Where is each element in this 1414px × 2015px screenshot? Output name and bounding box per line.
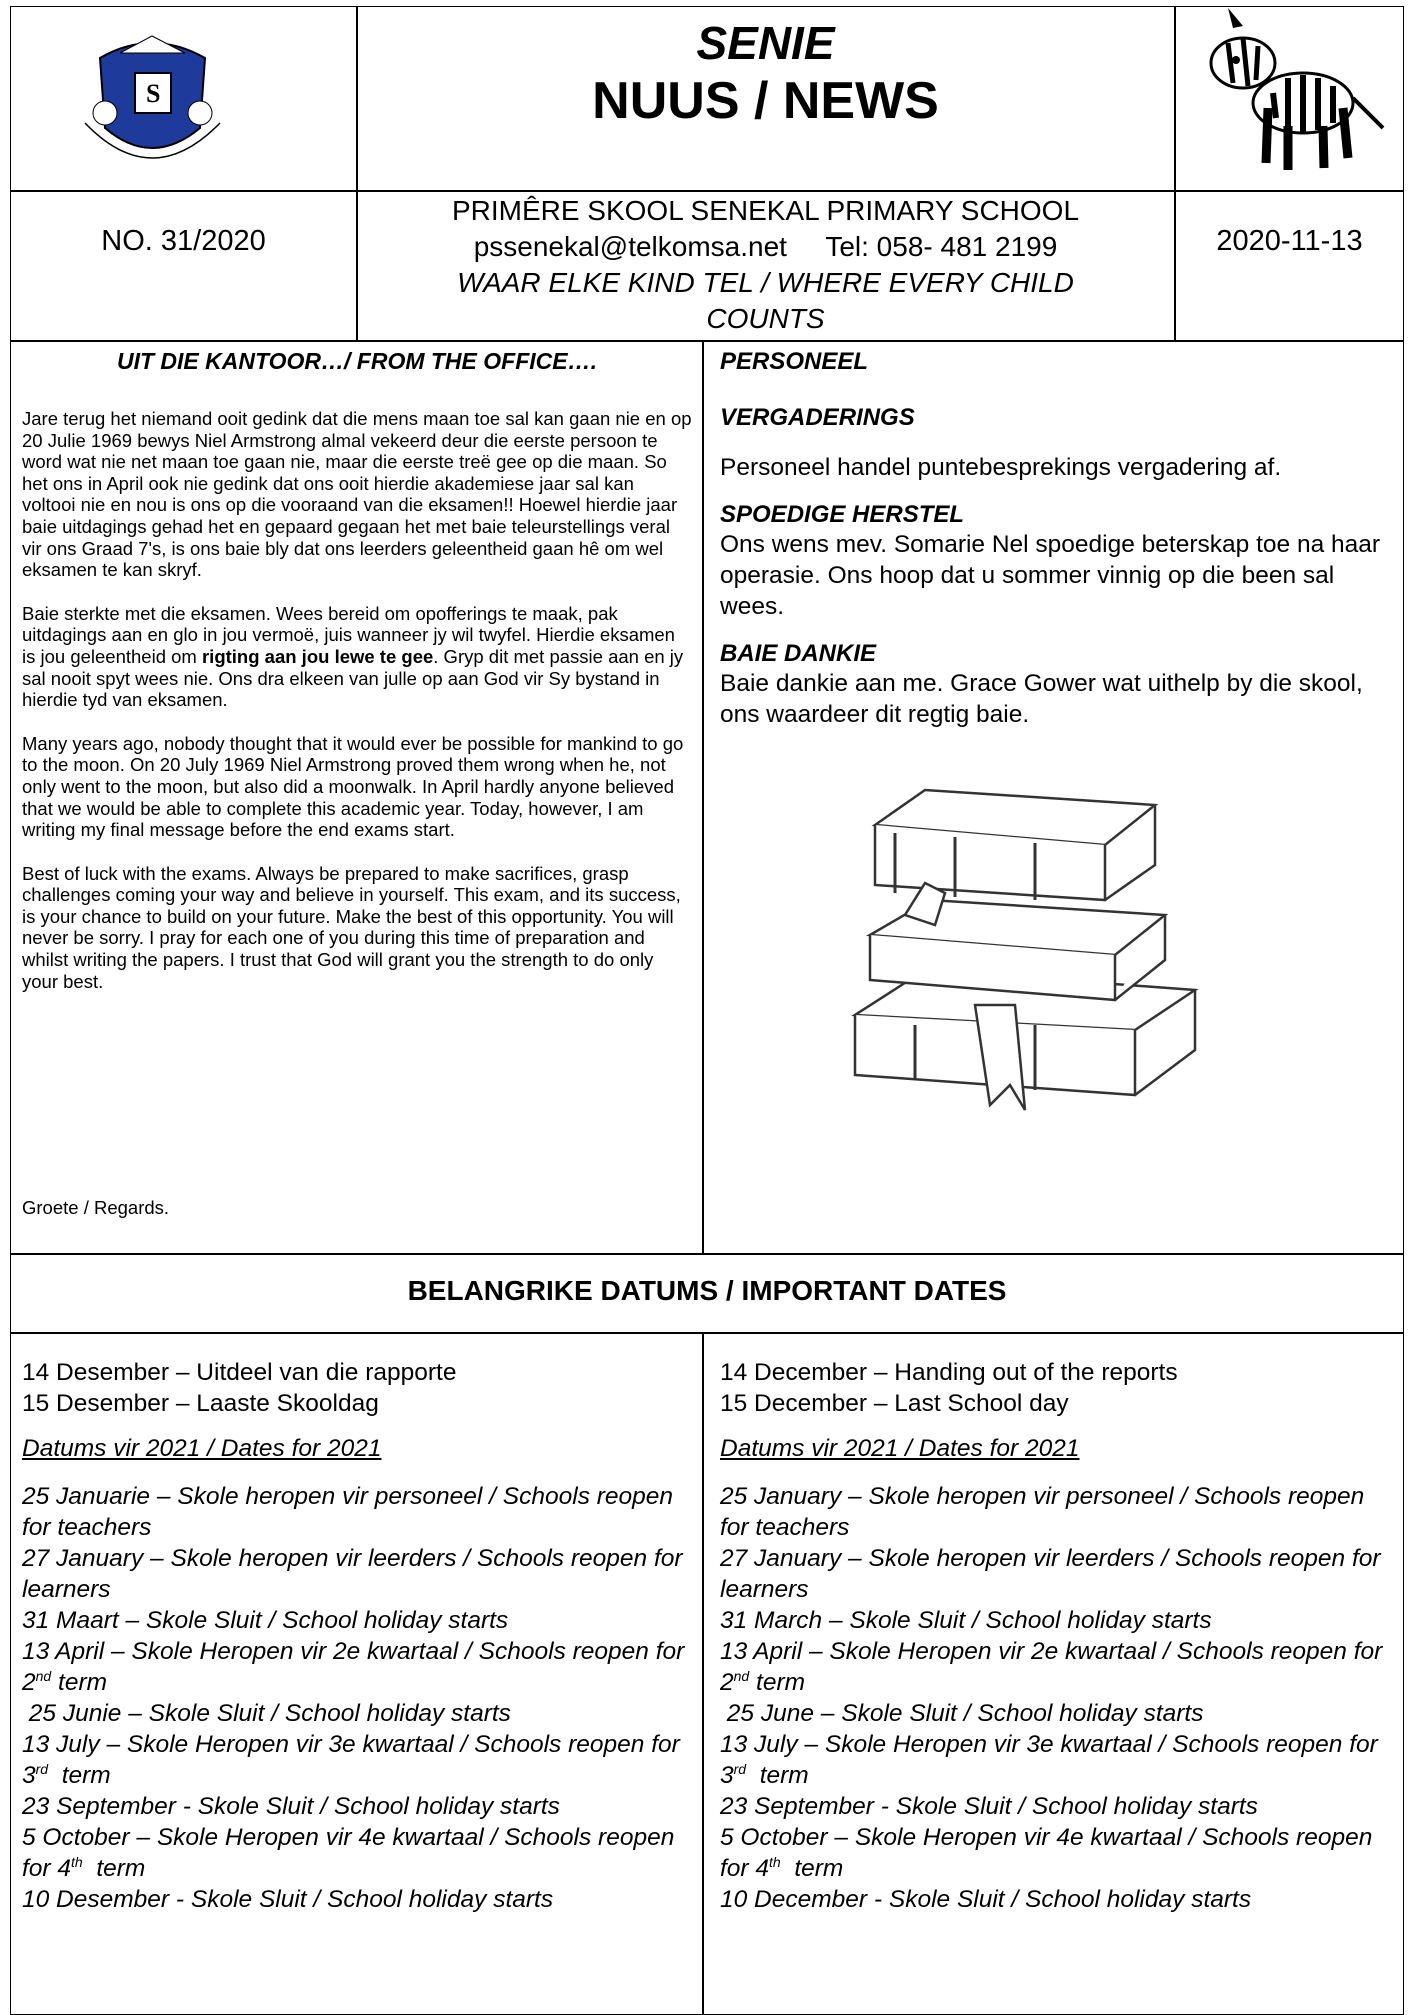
dates-subheading: Datums vir 2021 / Dates for 2021 xyxy=(22,1435,382,1462)
date-item: 23 September - Skole Sluit / School holiday starts xyxy=(22,1793,560,1820)
recovery-heading: SPOEDIGE HERSTEL xyxy=(720,501,965,528)
thanks-text: Baie dankie aan me. Grace Gower wat uithelp by die skool, ons waardeer dit regtig baie. xyxy=(720,670,1363,728)
divider xyxy=(1174,6,1176,341)
date-item: 27 January – Skole heropen vir leerders / Schools reopen for learners xyxy=(22,1545,683,1603)
meetings-text: Personeel handel puntebesprekings vergadering af. xyxy=(720,454,1282,481)
office-signoff: Groete / Regards. xyxy=(22,1197,170,1218)
date-item: 13 April – Skole Heropen vir 2e kwartaal / Schools reopen for 2nd term xyxy=(22,1638,685,1696)
dates-left-column xyxy=(22,1357,692,1915)
date-item: 25 Junie – Skole Sluit / School holiday starts xyxy=(22,1700,511,1727)
staff-heading: PERSONEEL xyxy=(720,348,869,375)
date-item: 25 January – Skole heropen vir personeel / Schools reopen for teachers xyxy=(720,1483,1365,1541)
office-paragraph-3: Many years ago, nobody thought that it would ever be possible for mankind to go to the moon. On 20 July 1969 Niel Armstrong proved them wrong when he, not only went to the moon, but also did a moonwalk. In April hardly anyone believed that we would be able to complete this academic year. Today, however, I am writing my final message before the end exams start. xyxy=(22,732,684,841)
report-date: 14 December – Handing out of the reports xyxy=(720,1359,1178,1386)
date-item: 27 January – Skole heropen vir leerders / Schools reopen for learners xyxy=(720,1545,1381,1603)
important-dates-title: BELANGRIKE DATUMS / IMPORTANT DATES xyxy=(407,1275,1007,1306)
divider xyxy=(10,1253,1404,1255)
date-item: 25 June – Skole Sluit / School holiday starts xyxy=(720,1700,1204,1727)
office-paragraph-2: Baie sterkte met die eksamen. Wees bereid om opofferings te maak, pak uitdagings aan en glo in jou vermoë, juis wanneer jy wil twyfel. Hierdie eksamen is jou geleentheid om rigting aan jou lewe te gee. Gryp dit met passie aan en jy sal nooit spyt wees nie. Ons dra elkeen van julle op aan God vir Sy bystand in hierdie tyd van eksamen. xyxy=(22,602,684,711)
date-item: 31 Maart – Skole Sluit / School holiday starts xyxy=(22,1607,509,1634)
newsletter-title: SENIE xyxy=(696,17,835,69)
date-item: 31 March – Skole Sluit / School holiday starts xyxy=(720,1607,1212,1634)
issue-number: NO. 31/2020 xyxy=(101,225,266,257)
school-crest-logo xyxy=(60,18,245,183)
date-item: 13 April – Skole Heropen vir 2e kwartaal / Schools reopen for 2nd term xyxy=(720,1638,1383,1696)
office-heading: UIT DIE KANTOOR…/ FROM THE OFFICE…. xyxy=(116,348,597,374)
divider xyxy=(10,1332,1404,1334)
last-school-day: 15 Desember – Laaste Skooldag xyxy=(22,1390,379,1417)
date-item: 25 Januarie – Skole heropen vir personeel / Schools reopen for teachers xyxy=(22,1483,674,1541)
date-item: 13 July – Skole Heropen vir 3e kwartaal / Schools reopen for 3rd term xyxy=(720,1731,1378,1789)
divider xyxy=(10,340,1404,342)
date-item: 23 September - Skole Sluit / School holiday starts xyxy=(720,1793,1258,1820)
divider xyxy=(702,340,704,1254)
report-date: 14 Desember – Uitdeel van die rapporte xyxy=(22,1359,457,1386)
meetings-heading: VERGADERINGS xyxy=(720,404,915,431)
divider xyxy=(702,1332,704,2015)
last-school-day: 15 December – Last School day xyxy=(720,1390,1069,1417)
recovery-text: Ons wens mev. Somarie Nel spoedige beterskap toe na haar operasie. Ons hoop dat u sommer vinnig op die been sal wees. xyxy=(720,531,1381,620)
office-paragraph-4: Best of luck with the exams. Always be prepared to make sacrifices, grasp challenges coming your way and believe in yourself. This exam, and its success, is your chance to build on your future. Make the best of this opportunity. You will never be sorry. I pray for each one of you during this time of preparation and whilst writing the papers. I trust that God will grant you the strength to do only your best. xyxy=(22,862,681,992)
date-item: 5 October – Skole Heropen vir 4e kwartaal / Schools reopen for 4th term xyxy=(22,1824,675,1882)
books-illustration xyxy=(835,775,1255,1125)
issue-date: 2020-11-13 xyxy=(1216,225,1363,257)
school-name: PRIMÊRE SKOOL SENEKAL PRIMARY SCHOOL xyxy=(451,195,1080,226)
newsletter-subtitle: NUUS / NEWS xyxy=(592,72,939,130)
divider xyxy=(10,190,1404,192)
thanks-heading: BAIE DANKIE xyxy=(720,640,877,667)
office-paragraph-1: Jare terug het niemand ooit gedink dat die mens maan toe sal kan gaan nie en op 20 Julie 1969 bewys Niel Armstrong almal vekeerd deur die eerste persoon te word wat nie net maan toe gaan nie, maar die eerste treë gee op die maan. So het ons in April ook nie gedink dat ons ooit hierdie akademiese jaar sal kan voltooi nie en nou is ons op die vooraand van die eksamen!! Hoewel hierdie jaar baie uitdagings gehad het en gepaard gegaan het met baie teleurstellings veral vir ons Graad 7's, is ons baie bly dat ons leerders geleentheid gaan hê om wel eksamen te kan skryf. xyxy=(22,408,692,581)
dates-right-column xyxy=(720,1357,1390,1915)
date-item: 13 July – Skole Heropen vir 3e kwartaal / Schools reopen for 3rd term xyxy=(22,1731,680,1789)
date-item: 5 October – Skole Heropen vir 4e kwartaal / Schools reopen for 4th term xyxy=(720,1824,1373,1882)
school-contact: pssenekal@telkomsa.net Tel: 058- 481 2199 xyxy=(473,231,1058,262)
school-motto: WAAR ELKE KIND TEL / WHERE EVERY CHILD COUNTS xyxy=(457,267,1074,334)
zebra-mascot-image xyxy=(1188,8,1398,183)
date-item: 10 Desember - Skole Sluit / School holiday starts xyxy=(22,1886,554,1913)
date-item: 10 December - Skole Sluit / School holiday starts xyxy=(720,1886,1252,1913)
dates-subheading: Datums vir 2021 / Dates for 2021 xyxy=(720,1435,1080,1462)
svg-text:S: S xyxy=(146,79,161,108)
